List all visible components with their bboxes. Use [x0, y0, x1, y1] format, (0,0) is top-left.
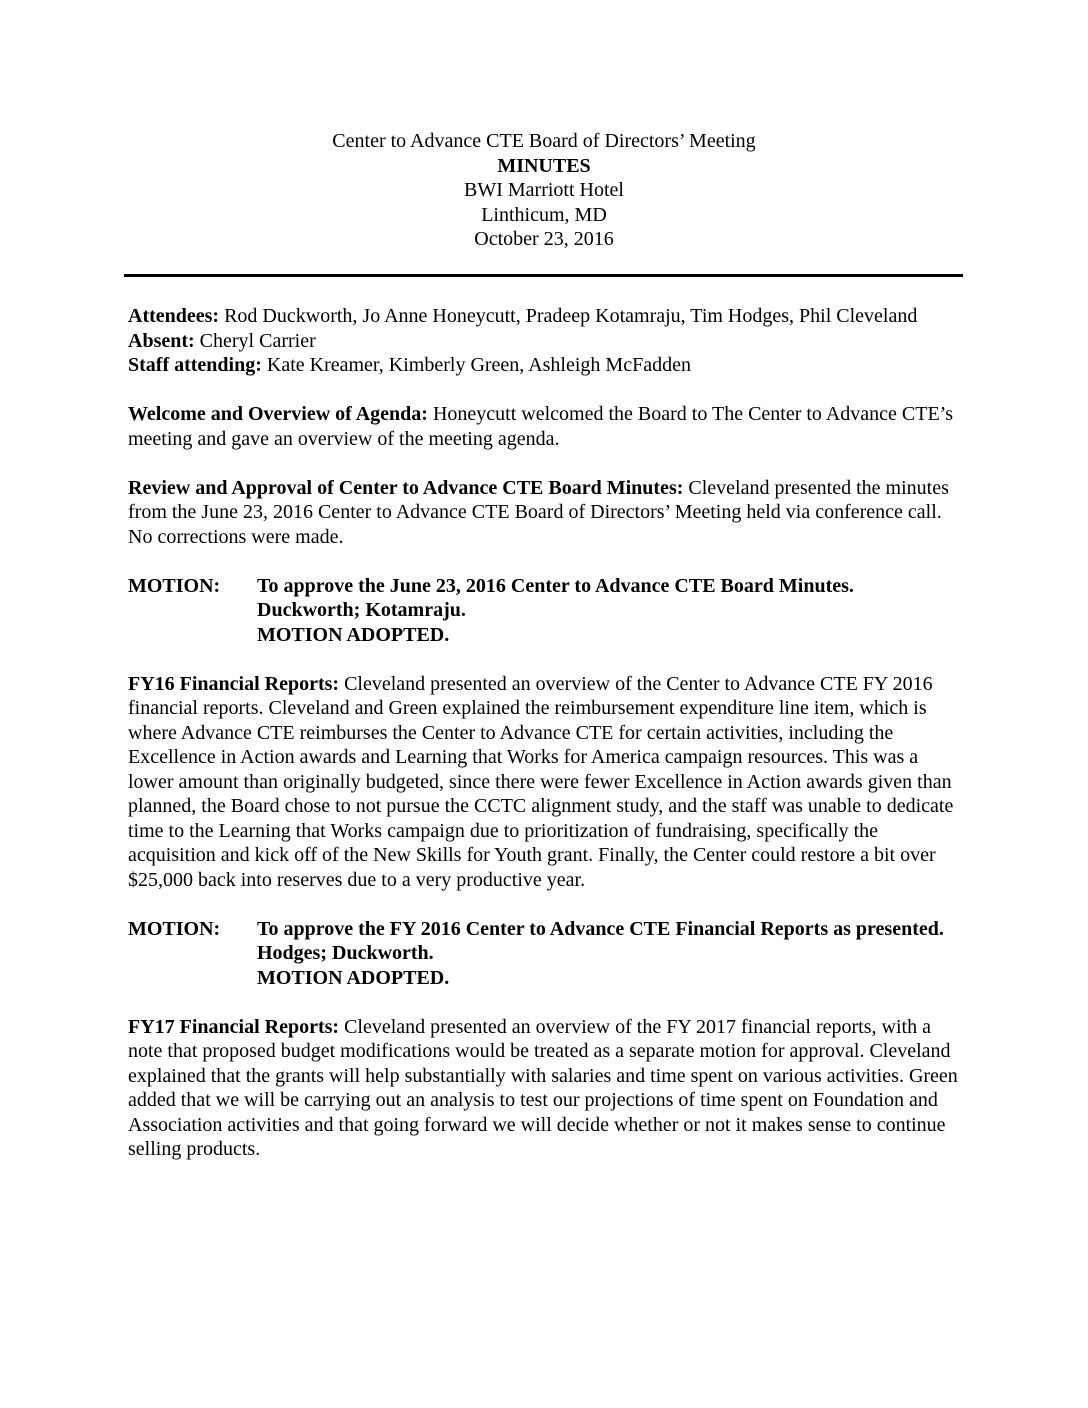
- meeting-location: Linthicum, MD: [481, 203, 607, 226]
- absent-text: Cheryl Carrier: [194, 329, 316, 352]
- meeting-date: October 23, 2016: [474, 228, 614, 250]
- spacer: [128, 647, 958, 672]
- motion-result: MOTION ADOPTED.: [257, 966, 450, 989]
- meeting-venue: BWI Marriott Hotel: [464, 179, 624, 201]
- header-divider: [124, 274, 963, 277]
- welcome-text: Honeycutt welcomed the Board to The Center to Advance CTE’s meeting and gave an overview of the meeting agenda.: [128, 403, 954, 450]
- motion-movers: Duckworth; Kotamraju.: [257, 599, 466, 621]
- review-paragraph: [128, 476, 958, 550]
- attendees-paragraph: [128, 304, 958, 329]
- document-header: [0, 129, 1088, 252]
- staff-label: Staff attending:: [128, 354, 262, 376]
- motion-description: To approve the FY 2016 Center to Advance CTE Financial Reports as presented.: [257, 917, 944, 940]
- motion-result: MOTION ADOPTED.: [257, 623, 450, 646]
- fy16-paragraph: [128, 672, 958, 893]
- document-body: [128, 304, 958, 1162]
- fy17-text: Cleveland presented an overview of the FY 2017 financial reports, with a note that proposed budget modifications would be treated as a separate motion for approval. Cleveland explained that the grants will help substantially with salaries and time spent on various activities. Green added that we will be carrying out an analysis to test our projections of time spent on Foundation and Association activities and that going forward we will decide whether or not it makes sense to continue selling products.: [128, 1015, 958, 1160]
- spacer: [128, 549, 958, 574]
- review-label: Review and Approval of Center to Advance CTE Board Minutes:: [128, 476, 684, 499]
- meeting-title: Center to Advance CTE Board of Directors’ Meeting: [332, 130, 756, 152]
- spacer: [128, 892, 958, 917]
- spacer: [128, 378, 958, 403]
- spacer: [128, 451, 958, 476]
- motion-block-1: [128, 574, 958, 648]
- fy16-text: Cleveland presented an overview of the Center to Advance CTE FY 2016 financial reports. Cleveland and Green explained the reimbursement expenditure line item, which is where Advance CTE reimburses the Center to Advance CTE for certain activities, including the Excellence in Action awards and Learning that Works for America campaign resources. This was a lower amount than originally budgeted, since there were fewer Excellence in Action awards given than planned, the Board chose to not pursue the CCTC alignment study, and the staff was unable to dedicate time to the Learning that Works campaign due to prioritization of fundraising, specifically the acquisition and kick off of the New Skills for Youth grant. Finally, the Center could restore a bit over $25,000 back into reserves due to a very productive year.: [128, 672, 954, 891]
- minutes-heading: MINUTES: [497, 154, 591, 177]
- review-text: Cleveland presented the minutes from the June 23, 2016 Center to Advance CTE Board of Directors’ Meeting held via conference call. No corrections were made.: [128, 476, 949, 548]
- fy17-paragraph: [128, 1015, 958, 1162]
- motion-movers: Hodges; Duckworth.: [257, 942, 434, 964]
- attendees-label: Attendees:: [128, 305, 220, 327]
- motion-block-2: [128, 917, 958, 991]
- staff-text: Kate Kreamer, Kimberly Green, Ashleigh McFadden: [261, 354, 691, 376]
- staff-paragraph: [128, 353, 958, 378]
- fy16-label: FY16 Financial Reports:: [128, 672, 340, 695]
- motion-text: [257, 917, 958, 991]
- absent-paragraph: [128, 329, 958, 354]
- motion-label: MOTION:: [128, 917, 221, 940]
- motion-description: To approve the June 23, 2016 Center to Advance CTE Board Minutes.: [257, 574, 854, 597]
- fy17-label: FY17 Financial Reports:: [128, 1015, 340, 1038]
- spacer: [128, 990, 958, 1015]
- welcome-paragraph: [128, 402, 958, 451]
- motion-text: [257, 574, 958, 648]
- absent-label: Absent:: [128, 329, 195, 352]
- welcome-label: Welcome and Overview of Agenda:: [128, 403, 428, 425]
- motion-label: MOTION:: [128, 574, 221, 597]
- attendees-text: Rod Duckworth, Jo Anne Honeycutt, Pradeep Kotamraju, Tim Hodges, Phil Cleveland: [219, 305, 918, 327]
